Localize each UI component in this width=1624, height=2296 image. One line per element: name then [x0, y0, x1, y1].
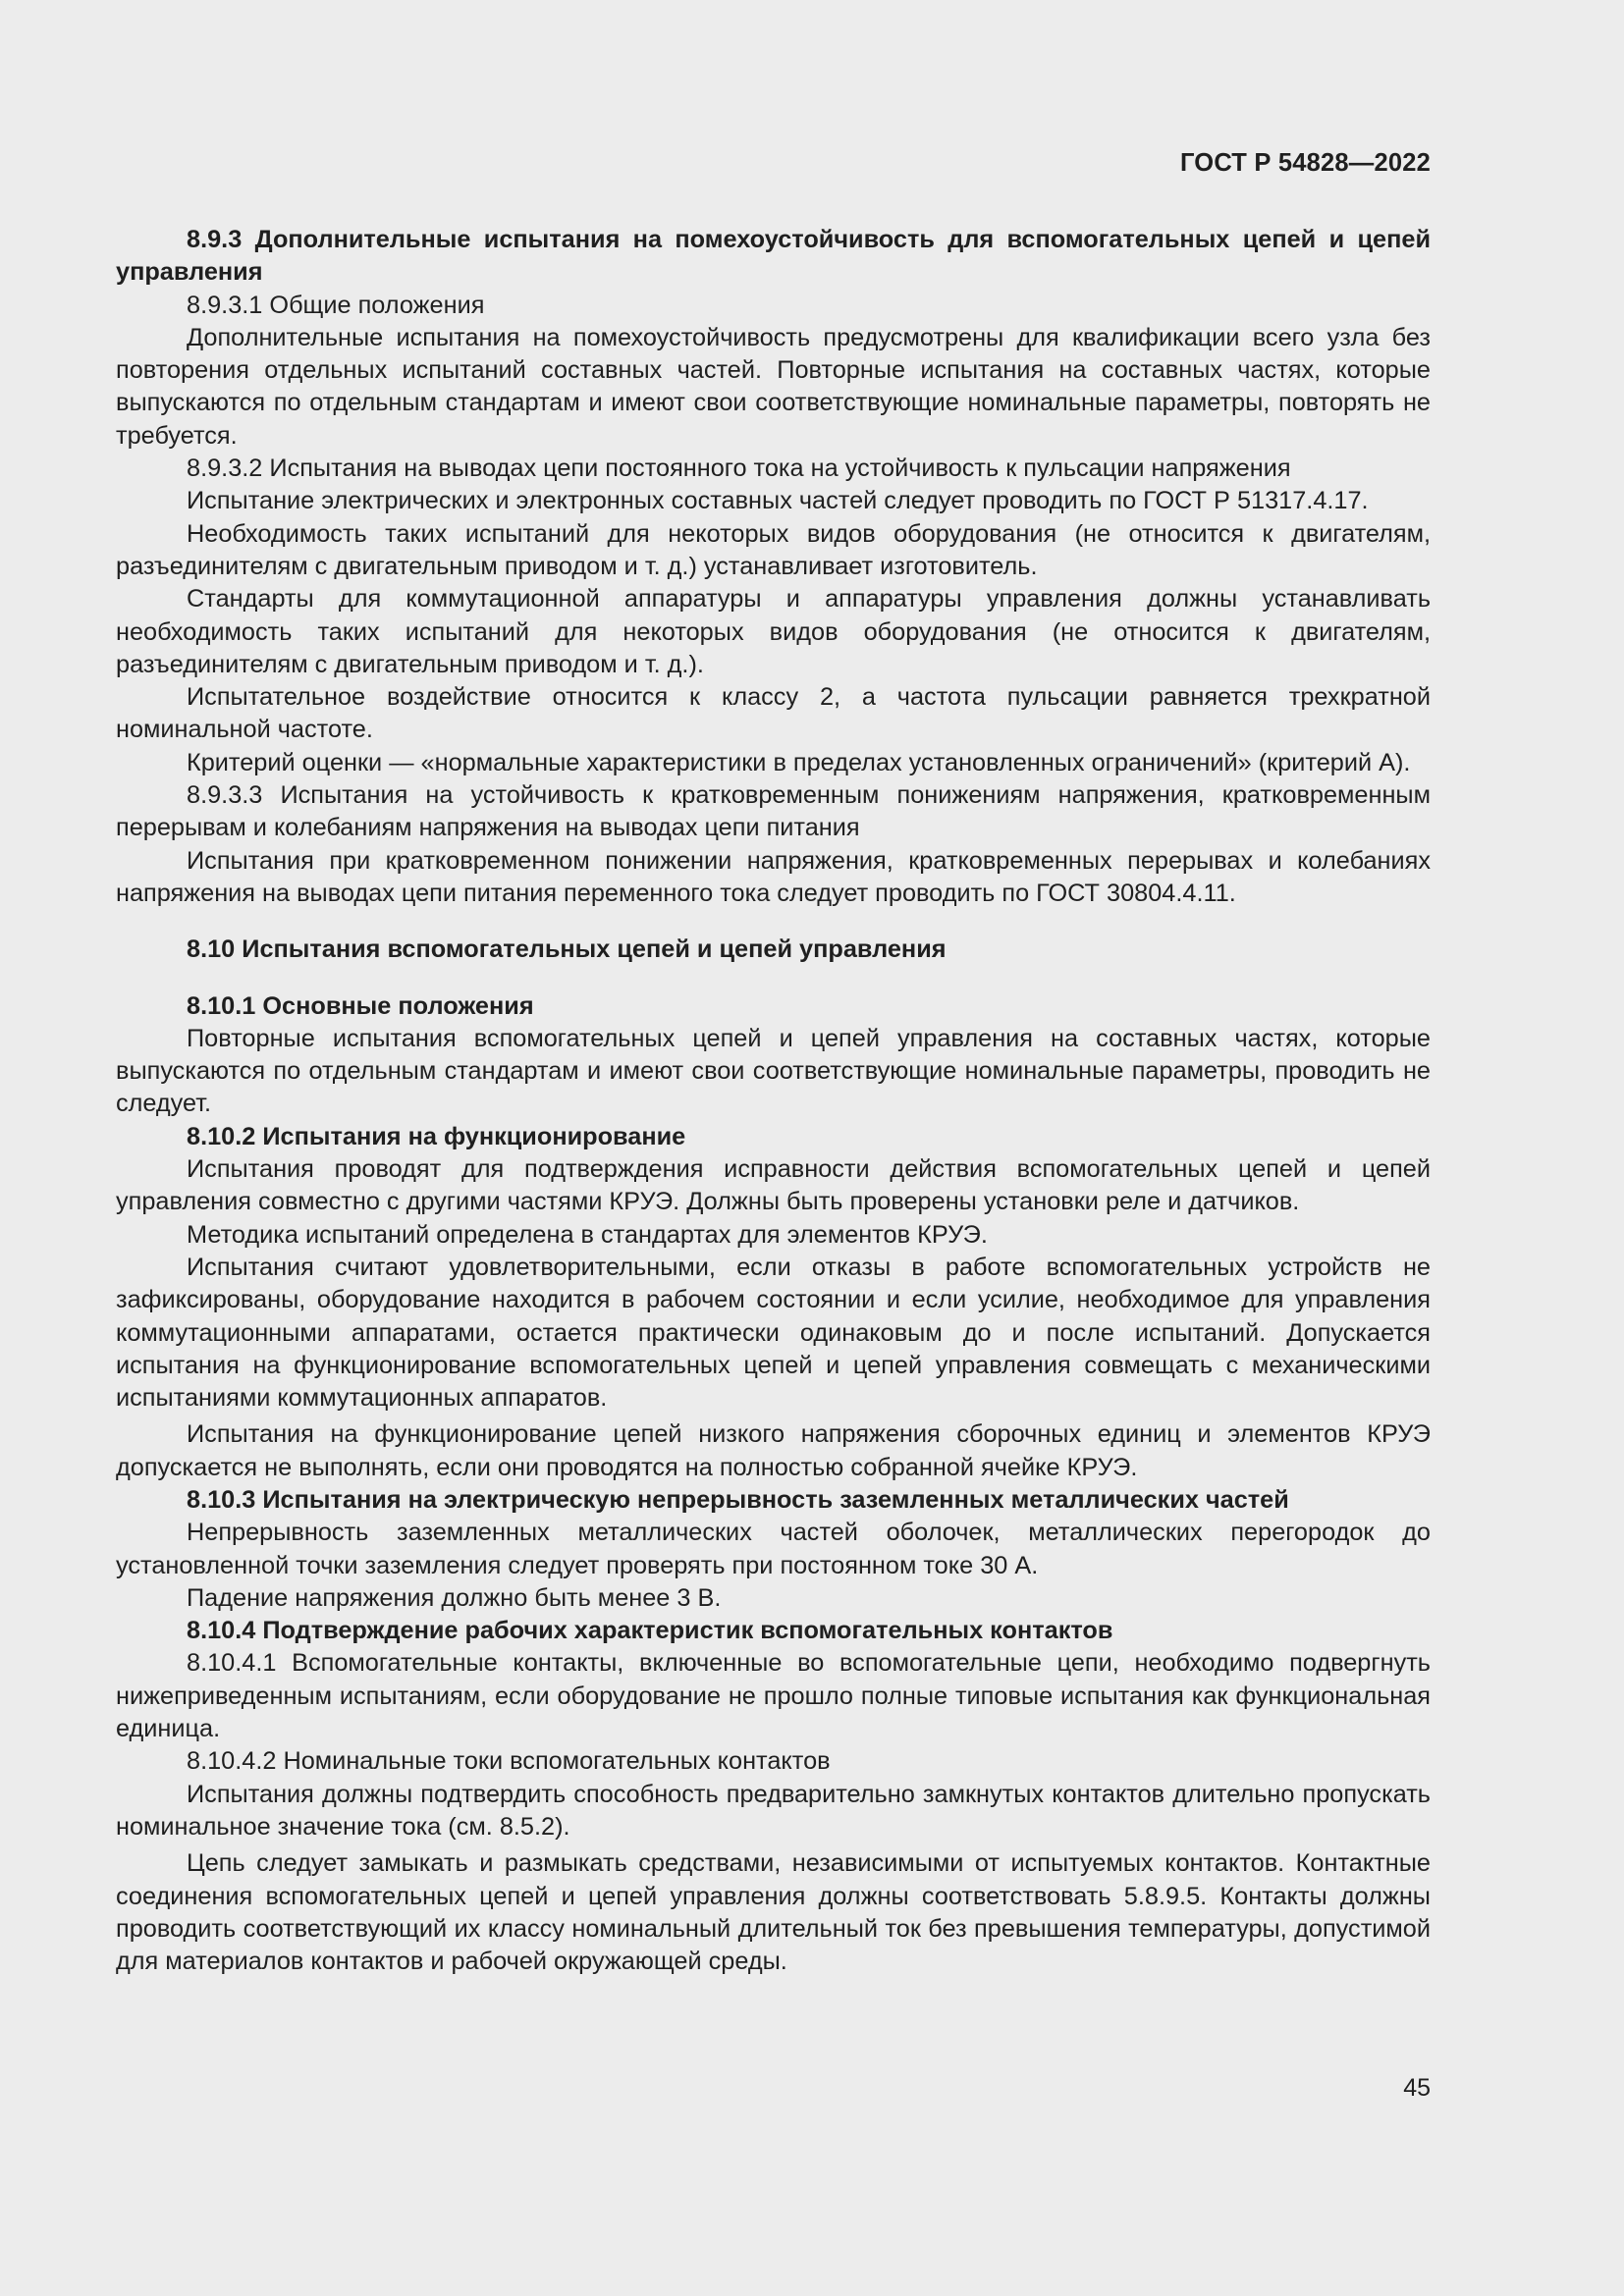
paragraph: Испытания на функционирование цепей низкого напряжения сборочных единиц и элементов КРУЭ допускается не выполнять, если они проводятся на полностью собранной ячейке КРУЭ. — [116, 1420, 1431, 1481]
heading-8-10-2: 8.10.2 Испытания на функционирование — [187, 1122, 686, 1150]
paragraph: Испытание электрических и электронных составных частей следует проводить по ГОСТ Р 51317.4.17. — [187, 487, 1369, 515]
paragraph: Необходимость таких испытаний для некоторых видов оборудования (не относится к двигателям, разъединителям с двигательным приводом и т. д.) устанавливает изготовитель. — [116, 519, 1431, 580]
paragraph: Непрерывность заземленных металлических частей оболочек, металлических перегородок до установленной точки заземления следует проверять при постоянном токе 30 А. — [116, 1519, 1431, 1579]
paragraph: Цепь следует замыкать и размыкать средствами, независимыми от испытуемых контактов. Контактные соединения вспомогательных цепей и цепей управления должны соответствовать 5.8.9.5. Контакты должны проводить соответствующий их классу номинальный длительный ток без превышения температуры, допустимой для материалов контактов и рабочей окружающей среды. — [116, 1849, 1431, 1976]
paragraph: Повторные испытания вспомогательных цепей и цепей управления на составных частях, которые выпускаются по отдельным стандартам и имеют свои соответствующие номинальные параметры, проводить не следует. — [116, 1024, 1431, 1118]
heading-8-9-3: 8.9.3 Дополнительные испытания на помехоустойчивость для вспомогательных цепей и цепей управления — [116, 226, 1431, 287]
paragraph: Испытания должны подтвердить способность предварительно замкнутых контактов длительно пропускать номинальное значение тока (см. 8.5.2). — [116, 1780, 1431, 1841]
paragraph: Испытательное воздействие относится к классу 2, а частота пульсации равняется трехкратной номинальной частоте. — [116, 683, 1431, 744]
paragraph: Испытания при кратковременном понижении напряжения, кратковременных перерывах и колебаниях напряжения на выводах цепи питания переменного тока следует проводить по ГОСТ 30804.4.11. — [116, 846, 1431, 907]
paragraph: Испытания проводят для подтверждения исправности действия вспомогательных цепей и цепей управления совместно с другими частями КРУЭ. Должны быть проверены установки реле и датчиков. — [116, 1155, 1431, 1216]
subheading-8-9-3-2: 8.9.3.2 Испытания на выводах цепи постоянного тока на устойчивость к пульсации напряжения — [187, 454, 1291, 483]
paragraph: Падение напряжения должно быть менее 3 В. — [187, 1583, 722, 1612]
heading-8-10-4: 8.10.4 Подтверждение рабочих характеристик вспомогательных контактов — [187, 1617, 1113, 1645]
document-header-id: ГОСТ Р 54828—2022 — [1179, 149, 1431, 177]
subheading-8-10-4-1: 8.10.4.1 Вспомогательные контакты, включенные во вспомогательные цепи, необходимо подвергнуть нижеприведенным испытаниям, если оборудование не прошло полные типовые испытания как функциональная единица. — [116, 1649, 1431, 1743]
document-body — [116, 224, 1431, 1978]
heading-8-10-1: 8.10.1 Основные положения — [187, 991, 534, 1020]
subheading-8-9-3-1: 8.9.3.1 Общие положения — [187, 291, 485, 319]
paragraph: Дополнительные испытания на помехоустойчивость предусмотрены для квалификации всего узла без повторения отдельных испытаний составных частей. Повторные испытания на составных частях, которые выпускаются по отдельным стандартам и имеют свои соответствующие номинальные параметры, повторять не требуется. — [116, 323, 1431, 450]
subheading-8-10-4-2: 8.10.4.2 Номинальные токи вспомогательных контактов — [187, 1747, 831, 1776]
paragraph: Критерий оценки — «нормальные характеристики в пределах установленных ограничений» (критерий А). — [187, 748, 1411, 776]
paragraph: Стандарты для коммутационной аппаратуры и аппаратуры управления должны устанавливать необходимость таких испытаний для некоторых видов оборудования (не относится к двигателям, разъединителям с двигательным приводом и т. д.). — [116, 585, 1431, 678]
paragraph: Испытания считают удовлетворительными, если отказы в работе вспомогательных устройств не зафиксированы, оборудование находится в рабочем состоянии и если усилие, необходимое для управления коммутационными аппаратами, остается практически одинаковым до и после испытаний. Допускается испытания на функционирование вспомогательных цепей и цепей управления совмещать с механическими испытаниями коммутационных аппаратов. — [116, 1253, 1431, 1413]
heading-8-10-3: 8.10.3 Испытания на электрическую непрерывность заземленных металлических частей — [187, 1485, 1289, 1514]
subheading-8-9-3-3: 8.9.3.3 Испытания на устойчивость к кратковременным понижениям напряжения, кратковременным перерывам и колебаниям напряжения на выводах цепи питания — [116, 781, 1431, 842]
paragraph: Методика испытаний определена в стандартах для элементов КРУЭ. — [187, 1220, 988, 1249]
heading-8-10: 8.10 Испытания вспомогательных цепей и цепей управления — [187, 935, 947, 964]
page-number: 45 — [1403, 2074, 1431, 2102]
